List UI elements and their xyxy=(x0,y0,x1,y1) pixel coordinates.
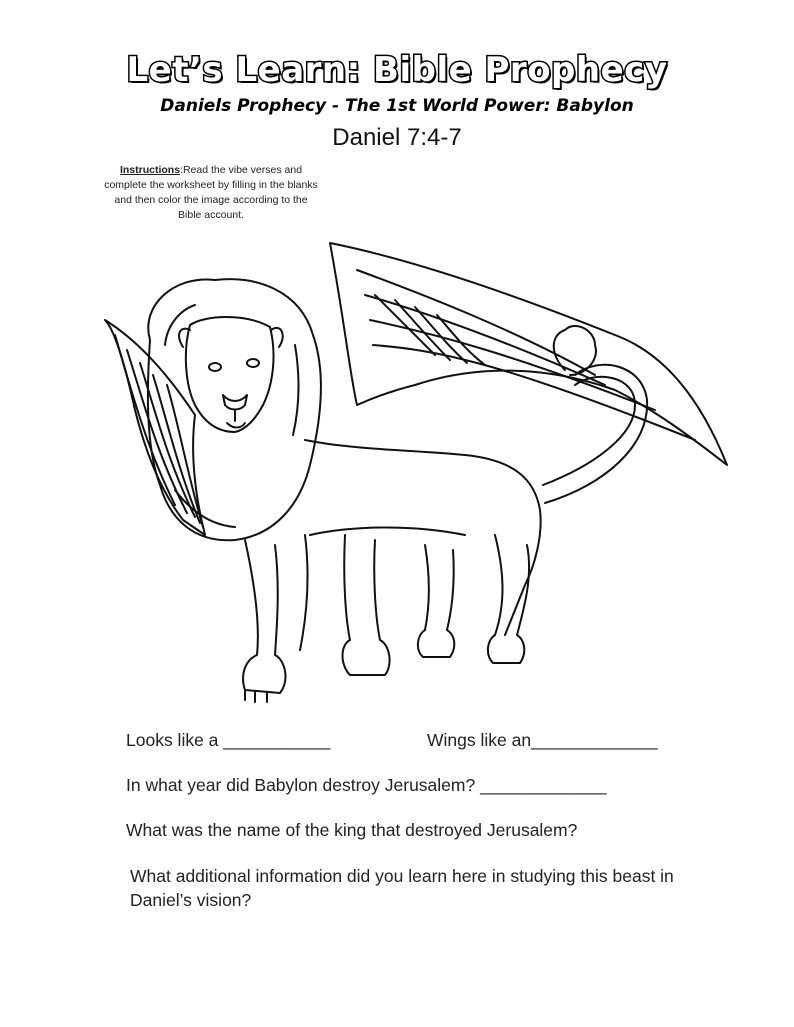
additional-info-question: What additional information did you learn here in studying this beast in Daniel’s vision? xyxy=(130,866,674,910)
king-question: What was the name of the king that destroyed Jerusalem? xyxy=(126,820,578,840)
year-question: In what year did Babylon destroy Jerusalem? _____________ xyxy=(126,775,607,795)
winged-lion-icon xyxy=(95,235,735,710)
worksheet-title: Let’s Learn: Bible Prophecy xyxy=(126,50,668,90)
instructions-block xyxy=(102,163,320,223)
scripture-reference: Daniel 7:4-7 xyxy=(332,124,462,151)
instructions-text: :Read the vibe verses and complete the worksheet by filling in the blanks and then color the image according to the Bible account. xyxy=(104,164,318,221)
looks-like-question: Looks like a ___________ xyxy=(126,730,331,750)
worksheet-subtitle: Daniels Prophecy - The 1st World Power: Babylon xyxy=(160,96,634,116)
instructions-label: Instructions xyxy=(119,164,181,176)
wings-like-question: Wings like an_____________ xyxy=(427,730,658,750)
